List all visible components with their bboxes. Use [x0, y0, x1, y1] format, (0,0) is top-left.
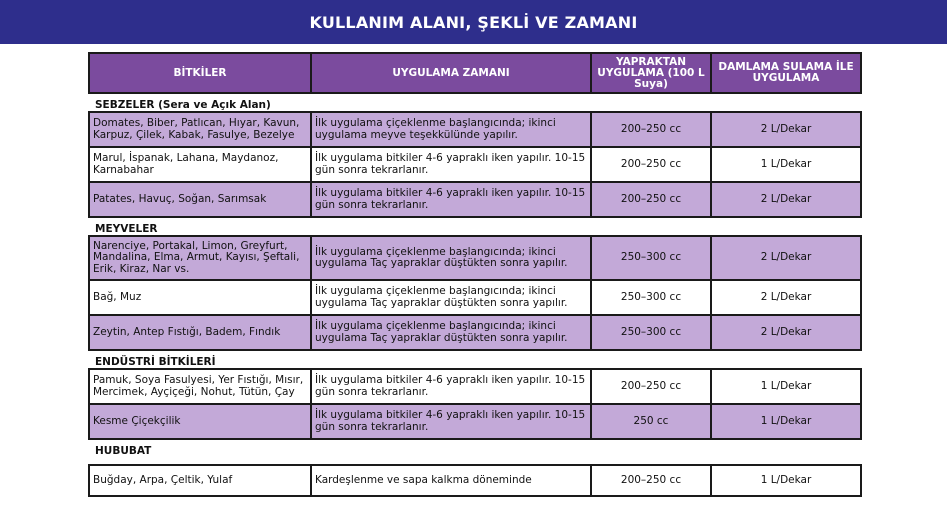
header-row	[89, 53, 861, 93]
foliar-cell: 250–300 cc	[591, 315, 711, 350]
plants-cell: Bağ, Muz	[89, 280, 311, 315]
section-row	[89, 350, 861, 369]
table-row	[89, 280, 861, 315]
header-plants: BİTKİLER	[89, 53, 311, 93]
spacer-row	[89, 457, 861, 465]
timing-cell: İlk uygulama bitkiler 4-6 yapraklı iken yapılır. 10-15 gün sonra tekrarlanır.	[311, 182, 591, 217]
section-row	[89, 93, 861, 112]
drip-cell: 1 L/Dekar	[711, 147, 861, 182]
section-title-cereals: HUBUBAT	[89, 439, 861, 457]
table-row	[89, 315, 861, 350]
timing-cell: İlk uygulama bitkiler 4-6 yapraklı iken yapılır. 10-15 gün sonra tekrarlanır.	[311, 369, 591, 404]
foliar-cell: 200–250 cc	[591, 369, 711, 404]
timing-cell: Kardeşlenme ve sapa kalkma döneminde	[311, 465, 591, 496]
plants-cell: Zeytin, Antep Fıstığı, Badem, Fındık	[89, 315, 311, 350]
drip-cell: 1 L/Dekar	[711, 404, 861, 439]
table-row	[89, 112, 861, 147]
header-drip: DAMLAMA SULAMA İLE UYGULAMA	[711, 53, 861, 93]
plants-cell: Marul, İspanak, Lahana, Maydanoz, Karnabahar	[89, 147, 311, 182]
table-row	[89, 465, 861, 496]
drip-cell: 2 L/Dekar	[711, 182, 861, 217]
page-title: KULLANIM ALANI, ŞEKLİ VE ZAMANI	[309, 12, 638, 32]
plants-cell: Narenciye, Portakal, Limon, Greyfurt, Mandalina, Elma, Armut, Kayısı, Şeftali, Erik, Kiraz, Nar vs.	[89, 236, 311, 280]
timing-cell: İlk uygulama çiçeklenme başlangıcında; ikinci uygulama meyve teşekkülünde yapılır.	[311, 112, 591, 147]
foliar-cell: 200–250 cc	[591, 182, 711, 217]
timing-cell: İlk uygulama bitkiler 4-6 yapraklı iken yapılır. 10-15 gün sonra tekrarlanır.	[311, 404, 591, 439]
foliar-cell: 250–300 cc	[591, 280, 711, 315]
drip-cell: 1 L/Dekar	[711, 369, 861, 404]
timing-cell: İlk uygulama bitkiler 4-6 yapraklı iken yapılır. 10-15 gün sonra tekrarlanır.	[311, 147, 591, 182]
plants-cell: Kesme Çiçekçilik	[89, 404, 311, 439]
plants-cell: Patates, Havuç, Soğan, Sarımsak	[89, 182, 311, 217]
table-row	[89, 182, 861, 217]
drip-cell: 2 L/Dekar	[711, 280, 861, 315]
table-row	[89, 404, 861, 439]
foliar-cell: 200–250 cc	[591, 147, 711, 182]
timing-cell: İlk uygulama çiçeklenme başlangıcında; ikinci uygulama Taç yapraklar düştükten sonra yapılır.	[311, 315, 591, 350]
section-title-fruits: MEYVELER	[89, 217, 861, 236]
usage-table	[88, 52, 862, 497]
section-title-vegetables: SEBZELER (Sera ve Açık Alan)	[89, 93, 861, 112]
drip-cell: 2 L/Dekar	[711, 315, 861, 350]
foliar-cell: 250 cc	[591, 404, 711, 439]
header-foliar: YAPRAKTAN UYGULAMA (100 L Suya)	[591, 53, 711, 93]
table-row	[89, 147, 861, 182]
plants-cell: Domates, Biber, Patlıcan, Hıyar, Kavun, Karpuz, Çilek, Kabak, Fasulye, Bezelye	[89, 112, 311, 147]
drip-cell: 1 L/Dekar	[711, 465, 861, 496]
section-row	[89, 217, 861, 236]
drip-cell: 2 L/Dekar	[711, 236, 861, 280]
foliar-cell: 200–250 cc	[591, 465, 711, 496]
drip-cell: 2 L/Dekar	[711, 112, 861, 147]
plants-cell: Pamuk, Soya Fasulyesi, Yer Fıstığı, Mısır, Mercimek, Ayçiçeği, Nohut, Tütün, Çay	[89, 369, 311, 404]
timing-cell: İlk uygulama çiçeklenme başlangıcında; ikinci uygulama Taç yapraklar düştükten sonra yapılır.	[311, 280, 591, 315]
timing-cell: İlk uygulama çiçeklenme başlangıcında; ikinci uygulama Taç yapraklar düştükten sonra yapılır.	[311, 236, 591, 280]
foliar-cell: 250–300 cc	[591, 236, 711, 280]
title-bar	[0, 0, 947, 44]
section-row	[89, 439, 861, 457]
section-title-industrial: ENDÜSTRİ BİTKİLERİ	[89, 350, 861, 369]
foliar-cell: 200–250 cc	[591, 112, 711, 147]
table-row	[89, 236, 861, 280]
header-timing: UYGULAMA ZAMANI	[311, 53, 591, 93]
plants-cell: Buğday, Arpa, Çeltik, Yulaf	[89, 465, 311, 496]
table-row	[89, 369, 861, 404]
